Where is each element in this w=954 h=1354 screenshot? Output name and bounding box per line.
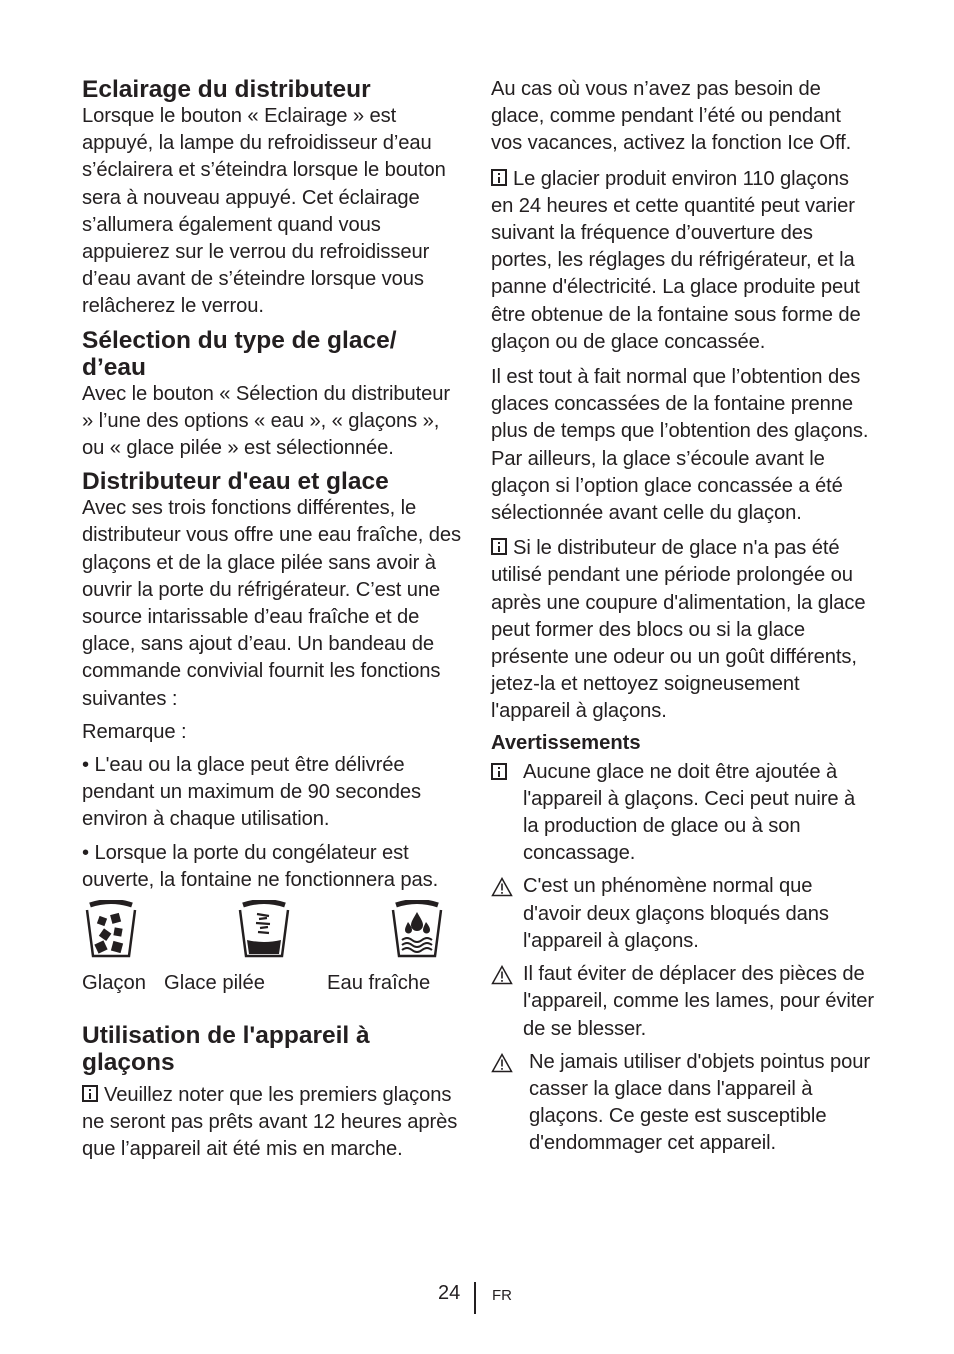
info-icon bbox=[82, 1085, 98, 1102]
info-icon bbox=[491, 538, 507, 555]
heading-eclairage: Eclairage du distributeur bbox=[82, 76, 371, 103]
warning-item: Aucune glace ne doit être ajoutée à l'appareil à glaçons. Ceci peut nuire à la production de glace ou à son concassage. bbox=[491, 759, 875, 868]
page-footer bbox=[0, 1282, 954, 1316]
warning-triangle-icon bbox=[491, 1053, 513, 1073]
dispenser-icons-row bbox=[82, 900, 464, 966]
heading-distributeur: Distributeur d'eau et glace bbox=[82, 468, 389, 496]
warning-triangle-icon bbox=[491, 965, 513, 985]
crushed-ice-cup-icon bbox=[237, 900, 291, 960]
left-column bbox=[82, 76, 464, 1164]
label-eau-fraiche: Eau fraîche bbox=[327, 972, 431, 995]
right-column bbox=[491, 76, 875, 1158]
info-icon bbox=[491, 169, 507, 186]
para-concassee: Il est tout à fait normal que l’obtention des glaces concassées de la fontaine prenne plus de temps que l’obtention des glaçons. Par ailleurs, la glace s’écoule avant le glaçon si l’option glace concassée a été sélectionnée avant celle du glaçon. bbox=[491, 366, 869, 525]
water-cup-icon bbox=[390, 900, 444, 960]
info-icon bbox=[491, 763, 507, 780]
note-bullet-1: • L'eau ou la glace peut être délivrée pendant un maximum de 90 secondes environ à chaque utilisation. bbox=[82, 754, 421, 831]
para-glacier: Le glacier produit environ 110 glaçons en 24 heures et cette quantité peut varier suivant la fréquence d’ouverture des portes, les réglages du réfrigérateur, et la panne d'électricité. La glace produite peut être obtenue de la fontaine sous forme de glaçon ou de glace concassée. bbox=[491, 167, 861, 353]
heading-utilisation: Utilisation de l'appareil à glaçons bbox=[82, 1022, 370, 1077]
para-non-utilise: Si le distributeur de glace n'a pas été utilisé pendant une période prolongée ou après une coupure d'alimentation, la glace peut former des blocs ou si la glace présente une odeur ou un goût différents, jetez-la et nettoyez soigneusement l'appareil à glaçons. bbox=[491, 537, 866, 723]
warning-item: C'est un phénomène normal que d'avoir deux glaçons bloqués dans l'appareil à glaçons. bbox=[491, 873, 875, 955]
footer-divider bbox=[474, 1282, 476, 1314]
para-distributeur: Avec ses trois fonctions différentes, le distributeur vous offre une eau fraîche, des glaçons et de la glace pilée sans avoir à ouvrir la porte du réfrigérateur. C’est une source intarissable d’eau fraîche et de glace, sans ajout d’eau. Un bandeau de commande convivial fournit les fonctions suivantes : bbox=[82, 497, 462, 710]
language-code: FR bbox=[492, 1287, 512, 1304]
warning-item: Ne jamais utiliser d'objets pointus pour casser la glace dans l'appareil à glaçons. Ce geste est susceptible d'endommager cet appareil. bbox=[491, 1049, 875, 1158]
warning-item: Il faut éviter de déplacer des pièces de l'appareil, comme les lames, pour éviter de se blesser. bbox=[491, 961, 875, 1043]
subheading-avertissements: Avertissements bbox=[491, 731, 641, 754]
para-eclairage: Lorsque le bouton « Eclairage » est appuyé, la lampe du refroidisseur d’eau s’éclairera et s’éteindra lorsque le bouton sera à nouveau appuyé. Cet éclairage s’allumera également quand vous appuierez sur le verrou du refroidisseur d’eau avant de s’éteindre lorsque vous relâcherez le verrou. bbox=[82, 105, 446, 318]
heading-selection: Sélection du type de glace/ d’eau bbox=[82, 326, 397, 381]
warnings-list bbox=[491, 759, 875, 1158]
label-glace-pilee: Glace pilée bbox=[164, 972, 265, 995]
para-remarque: Remarque : bbox=[82, 720, 187, 743]
para-utilisation: Veuillez noter que les premiers glaçons ne seront pas prêts avant 12 heures après que l’appareil ait été mis en marche. bbox=[82, 1084, 458, 1161]
warning-triangle-icon bbox=[491, 877, 513, 897]
page-number: 24 bbox=[438, 1282, 461, 1304]
note-bullet-2: • Lorsque la porte du congélateur est ouverte, la fontaine ne fonctionnera pas. bbox=[82, 841, 439, 891]
para-ice-off: Au cas où vous n’avez pas besoin de glace, comme pendant l’été ou pendant vos vacances, activez la fonction Ice Off. bbox=[491, 78, 852, 155]
ice-cubes-cup-icon bbox=[84, 900, 138, 960]
label-glacon: Glaçon bbox=[82, 972, 146, 995]
para-selection: Avec le bouton « Sélection du distributeur » l’une des options « eau », « glaçons », ou « glace pilée » est sélectionnée. bbox=[82, 382, 451, 460]
dispenser-icon-labels bbox=[82, 972, 464, 1002]
